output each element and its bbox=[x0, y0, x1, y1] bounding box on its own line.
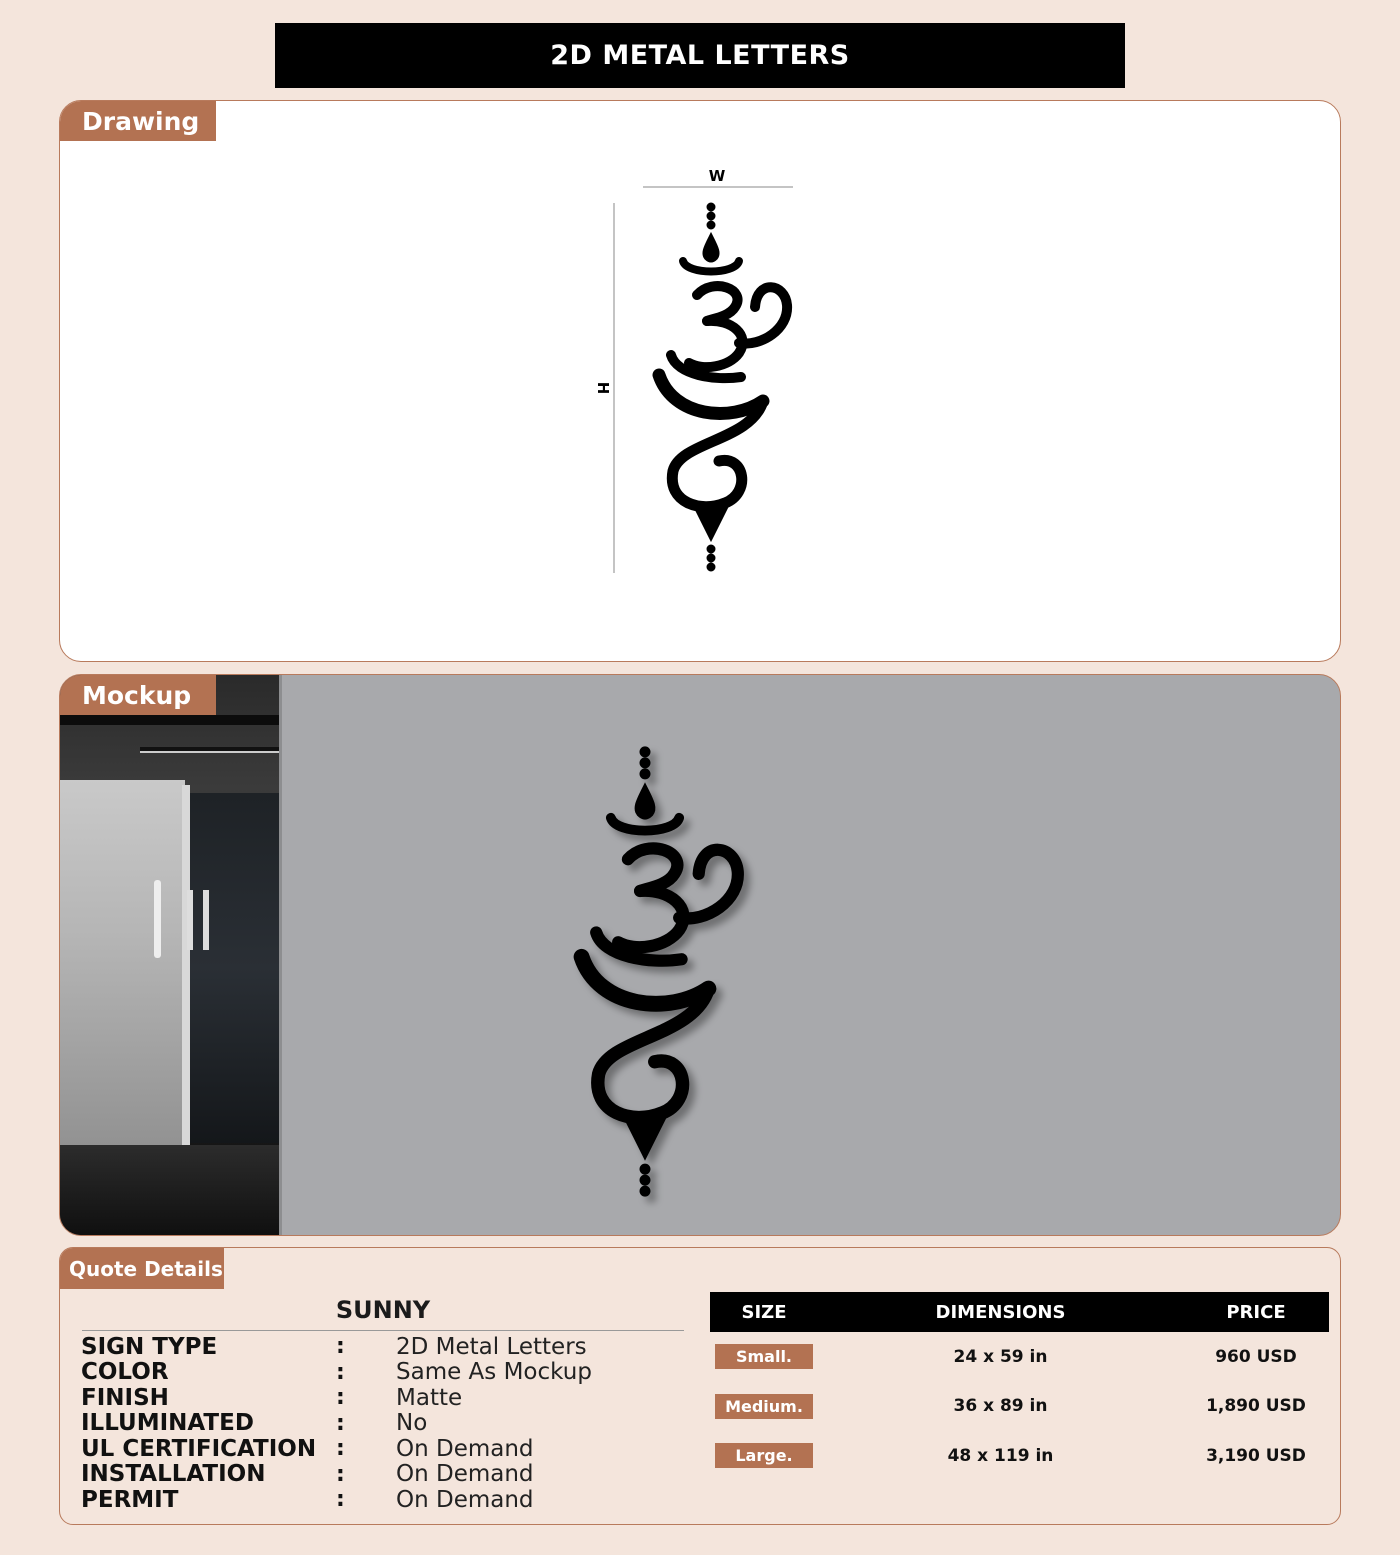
divider bbox=[82, 1330, 684, 1331]
client-name: SUNNY bbox=[335, 1296, 431, 1324]
spec-colon: : bbox=[336, 1461, 345, 1487]
spec-list bbox=[81, 1334, 592, 1513]
table-row bbox=[710, 1431, 1329, 1481]
spec-value: Matte bbox=[396, 1384, 463, 1411]
spec-label: UL CERTIFICATION bbox=[81, 1435, 317, 1462]
spec-colon: : bbox=[336, 1334, 345, 1360]
spec-value: On Demand bbox=[396, 1461, 534, 1488]
spec-colon: : bbox=[336, 1410, 345, 1436]
spec-value: No bbox=[396, 1410, 428, 1437]
spec-label: SIGN TYPE bbox=[81, 1333, 218, 1360]
drawing-tab: Drawing bbox=[60, 101, 216, 141]
quote-details-panel bbox=[59, 1247, 1341, 1525]
dimensions-cell: 36 x 89 in bbox=[953, 1396, 1048, 1417]
size-badge: Medium. bbox=[715, 1394, 813, 1419]
spec-value: 2D Metal Letters bbox=[396, 1333, 587, 1360]
spec-value: On Demand bbox=[396, 1435, 534, 1462]
page-title: 2D METAL LETTERS bbox=[275, 23, 1125, 88]
spec-row bbox=[81, 1385, 592, 1411]
spec-row bbox=[81, 1360, 592, 1386]
mockup-canvas bbox=[60, 675, 1341, 1236]
spec-colon: : bbox=[336, 1385, 345, 1411]
spec-row bbox=[81, 1462, 592, 1488]
mockup-tab: Mockup bbox=[60, 675, 216, 715]
om-symbol-icon bbox=[659, 203, 787, 571]
price-table-header bbox=[710, 1292, 1329, 1332]
header-dimensions: DIMENSIONS bbox=[935, 1301, 1066, 1323]
dimensions-cell: 48 x 119 in bbox=[947, 1445, 1054, 1466]
spec-value: On Demand bbox=[396, 1486, 534, 1513]
spec-value: Same As Mockup bbox=[396, 1359, 592, 1386]
price-table bbox=[710, 1292, 1329, 1481]
spec-row bbox=[81, 1436, 592, 1462]
size-badge: Small. bbox=[715, 1344, 813, 1369]
spec-colon: : bbox=[336, 1436, 345, 1462]
spec-row bbox=[81, 1487, 592, 1513]
spec-label: PERMIT bbox=[81, 1486, 179, 1513]
spec-label: INSTALLATION bbox=[81, 1461, 266, 1488]
spec-label: COLOR bbox=[81, 1359, 169, 1386]
om-symbol-icon bbox=[582, 747, 738, 1196]
price-cell: 960 USD bbox=[1215, 1346, 1297, 1367]
spec-label: FINISH bbox=[81, 1384, 169, 1411]
mockup-panel bbox=[59, 674, 1341, 1236]
drawing-canvas bbox=[60, 101, 1341, 662]
spec-row bbox=[81, 1334, 592, 1360]
spec-label: ILLUMINATED bbox=[81, 1410, 254, 1437]
price-cell: 1,890 USD bbox=[1206, 1396, 1306, 1417]
header-price: PRICE bbox=[1226, 1301, 1286, 1323]
size-badge: Large. bbox=[715, 1443, 813, 1468]
height-label: H bbox=[594, 381, 612, 395]
spec-row bbox=[81, 1411, 592, 1437]
price-cell: 3,190 USD bbox=[1206, 1445, 1306, 1466]
drawing-panel bbox=[59, 100, 1341, 662]
table-row bbox=[710, 1382, 1329, 1432]
quote-details-tab: Quote Details bbox=[60, 1248, 224, 1289]
dimensions-cell: 24 x 59 in bbox=[953, 1346, 1048, 1367]
table-row bbox=[710, 1332, 1329, 1382]
spec-colon: : bbox=[336, 1359, 345, 1385]
spec-colon: : bbox=[336, 1487, 345, 1513]
header-size: SIZE bbox=[741, 1301, 787, 1323]
width-label: W bbox=[708, 167, 726, 185]
